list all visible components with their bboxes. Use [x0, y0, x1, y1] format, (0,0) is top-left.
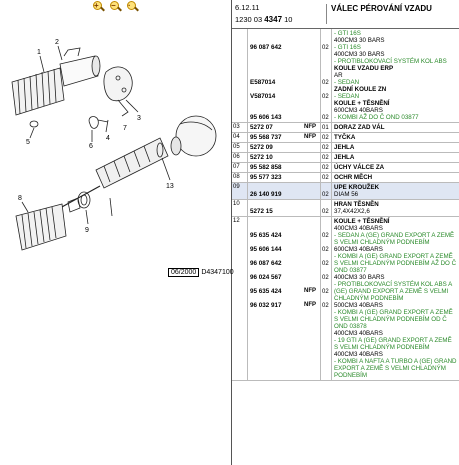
row-position: 03	[232, 123, 248, 132]
label-3: 3	[137, 115, 141, 122]
label-5: 5	[26, 139, 30, 146]
label-13: 13	[166, 183, 174, 190]
quantity-column	[321, 200, 332, 216]
part-spec: 400CM3 40BARS	[334, 225, 383, 232]
part-spec: 400CM3 40BARS	[334, 330, 383, 337]
quantity: 02	[322, 289, 329, 295]
quantity-column	[321, 153, 332, 162]
description-column	[332, 133, 459, 142]
part-spec: 600CM3 40BARS	[334, 246, 383, 253]
part-note: - PROTIBLOKOVACÍ SYSTÉM KOL ABS A (GE) GRAND EXPORT A ZEMĚ S VELMI CHLADNÝM PODNEBÍM	[334, 281, 452, 302]
part-number[interactable]: 5272 09	[250, 144, 273, 151]
part-name: TYČKA	[334, 134, 356, 141]
row-position: 08	[232, 173, 248, 182]
row-position: 12	[232, 217, 248, 380]
label-8: 8	[18, 195, 22, 202]
quantity: 02	[322, 175, 329, 181]
quantity: 02	[322, 45, 329, 51]
quantity: 02	[322, 80, 329, 86]
quantity: 02	[322, 261, 329, 267]
quantity: 02	[322, 233, 329, 239]
part-number[interactable]: 95 635 424	[250, 232, 282, 239]
quantity-column	[321, 143, 332, 152]
row-position: 06	[232, 153, 248, 162]
row-position: 10	[232, 200, 248, 216]
row-position: 05	[232, 143, 248, 152]
nfp-badge: NFP	[304, 302, 316, 308]
parts-row[interactable]	[232, 153, 459, 163]
part-name: ÚCHY VÁLCE ZA	[334, 164, 385, 171]
part-number-column	[248, 163, 321, 172]
part-name: OCHR MĚCH	[334, 174, 373, 181]
part-spec: DIAM 56	[334, 191, 359, 198]
row-position: 04	[232, 133, 248, 142]
row-position: 09	[232, 183, 248, 199]
part-spec: 400CM3 30 BARS	[334, 51, 385, 58]
parts-row[interactable]	[232, 173, 459, 183]
label-9: 9	[85, 227, 89, 234]
quantity-column	[321, 173, 332, 182]
header-code: 1230 03 4347 10	[235, 15, 293, 24]
part-note: - GTI 16S	[334, 30, 361, 37]
quantity-column	[321, 29, 332, 122]
quantity: 02	[322, 275, 329, 281]
part-name: UPE KROUŽEK	[334, 184, 380, 191]
quantity: 02	[322, 135, 329, 141]
description-column	[332, 143, 459, 152]
part-name: ZADNÍ KOULE ZN	[334, 86, 387, 93]
part-spec: 400CM3 30 BARS	[334, 37, 385, 44]
nfp-badge: NFP	[304, 124, 316, 130]
label-2: 2	[55, 39, 59, 46]
part-note: - KOMBI A (GE) GRAND EXPORT A ZEMĚ S VELMI CHLADNÝM PODNEBÍM OD Č OND 03878	[334, 309, 453, 330]
part-number[interactable]: 96 024 567	[250, 274, 282, 281]
part-number-column	[248, 183, 321, 199]
part-spec: 400CM3 30 BARS	[334, 274, 385, 281]
part-number[interactable]: 95 606 143	[250, 114, 282, 121]
part-note: - SEDAN	[334, 79, 360, 86]
part-number[interactable]: 95 568 737	[250, 134, 282, 141]
part-number[interactable]: 95 635 424	[250, 288, 282, 295]
part-note: - KOMBI A NAFTA A TURBO A (GE) GRAND EXPORT A ZEMĚ S VELMI CHLADNÝM PODNEBÍM	[334, 358, 457, 379]
description-column	[332, 153, 459, 162]
quantity: 02	[322, 94, 329, 100]
header-date: 6.12.11	[235, 3, 260, 12]
parts-row[interactable]	[232, 143, 459, 153]
description-column	[332, 29, 459, 122]
label-1: 1	[37, 49, 41, 56]
diagram-reference	[168, 269, 234, 276]
part-name: KOULE + TĚSNĚNÍ	[334, 218, 390, 225]
nfp-badge: NFP	[304, 134, 316, 140]
part-number[interactable]: 95 606 144	[250, 246, 282, 253]
quantity: 02	[322, 247, 329, 253]
part-number-column	[248, 173, 321, 182]
part-number-column	[248, 123, 321, 132]
part-number-column	[248, 133, 321, 142]
exploded-parts-diagram	[0, 20, 231, 270]
parts-header	[232, 0, 459, 29]
parts-list-panel	[232, 0, 459, 465]
zoom-out-icon[interactable]: −	[109, 1, 122, 14]
quantity: 02	[322, 165, 329, 171]
quantity-column	[321, 133, 332, 142]
label-4: 4	[106, 135, 110, 142]
part-number[interactable]: 5272 15	[250, 208, 273, 215]
part-name: KOULE VZADU ERP	[334, 65, 394, 72]
quantity-column	[321, 183, 332, 199]
description-column	[332, 183, 459, 199]
part-note: - GTI 16S	[334, 44, 361, 51]
part-name: JEHLA	[334, 144, 355, 151]
label-7: 7	[123, 125, 127, 132]
parts-row[interactable]	[232, 163, 459, 173]
parts-row[interactable]	[232, 29, 459, 123]
row-position: 07	[232, 163, 248, 172]
part-name: HRAN TĚSNĚN	[334, 201, 379, 208]
part-spec: 400CM3 40BARS	[334, 351, 383, 358]
description-column	[332, 200, 459, 216]
part-note: - SEDAN	[334, 93, 360, 100]
zoom-in-icon[interactable]: +	[92, 1, 105, 14]
part-spec: 600CM3 40BARS	[334, 107, 383, 114]
part-number-column	[248, 29, 321, 122]
parts-row[interactable]	[232, 217, 459, 381]
part-note: - 19 GTI A (GE) GRAND EXPORT A ZEMĚ S VELMI CHLADNÝM PODNEBÍM	[334, 337, 452, 351]
zoom-fit-icon[interactable]: ·	[126, 1, 139, 14]
part-number[interactable]: 5272 07	[250, 124, 273, 131]
part-number-column	[248, 153, 321, 162]
part-number[interactable]: 96 087 642	[250, 260, 282, 267]
part-name: KOULE + TĚSNĚNÍ	[334, 100, 390, 107]
nfp-badge: NFP	[304, 288, 316, 294]
description-column	[332, 163, 459, 172]
page-title: VÁLEC PÉROVÁNÍ VZADU	[326, 4, 432, 24]
description-column	[332, 123, 459, 132]
ref-date-box: 06/2000	[168, 268, 199, 277]
part-note: - SEDAN A (GE) GRAND EXPORT A ZEMĚ S VELMI CHLADNÝM PODNEBÍM	[334, 232, 455, 246]
part-number[interactable]: 96 087 642	[250, 44, 282, 51]
quantity-column	[321, 163, 332, 172]
quantity-column	[321, 217, 332, 380]
part-number[interactable]: V587014	[250, 93, 276, 100]
zoom-toolbar	[92, 1, 139, 15]
part-number-column	[248, 217, 321, 380]
parts-row[interactable]	[232, 123, 459, 133]
description-column	[332, 217, 459, 380]
part-number-column	[248, 143, 321, 152]
row-position	[232, 29, 248, 122]
part-number[interactable]: 95 577 323	[250, 174, 282, 181]
part-number[interactable]: 26 140 919	[250, 191, 282, 198]
part-number[interactable]: E587014	[250, 79, 276, 86]
label-6: 6	[89, 143, 93, 150]
quantity: 02	[322, 303, 329, 309]
quantity: 02	[322, 115, 329, 121]
parts-row[interactable]	[232, 133, 459, 143]
description-column	[332, 173, 459, 182]
part-name: JEHLA	[334, 154, 355, 161]
part-spec: 500CM3 40BARS	[334, 302, 383, 309]
quantity: 01	[322, 125, 329, 131]
quantity-column	[321, 123, 332, 132]
part-note: - KOMBI AŽ DO Č OND 03877	[334, 114, 419, 121]
part-name: DORAZ ZAD VÁL	[334, 124, 385, 131]
part-number[interactable]: 96 032 917	[250, 302, 282, 309]
part-number-column	[248, 200, 321, 216]
part-spec: AR	[334, 72, 343, 79]
part-number[interactable]: 95 582 858	[250, 164, 282, 171]
part-note: - PROTIBLOKOVACÍ SYSTÉM KOL ABS	[334, 58, 447, 65]
quantity: 02	[322, 145, 329, 151]
quantity: 02	[322, 155, 329, 161]
quantity: 02	[322, 192, 329, 198]
part-spec: 37,4X42X2,6	[334, 208, 370, 215]
parts-row[interactable]	[232, 200, 459, 217]
parts-row[interactable]	[232, 183, 459, 200]
ref-code: D4347100	[201, 269, 234, 276]
parts-table	[232, 29, 459, 381]
part-number[interactable]: 5272 10	[250, 154, 273, 161]
part-note: - KOMBI A (GE) GRAND EXPORT A ZEMĚ S VELMI CHLADNÝM PODNEBÍM AŽ DO Č OND 03877	[334, 253, 457, 274]
quantity: 02	[322, 209, 329, 215]
